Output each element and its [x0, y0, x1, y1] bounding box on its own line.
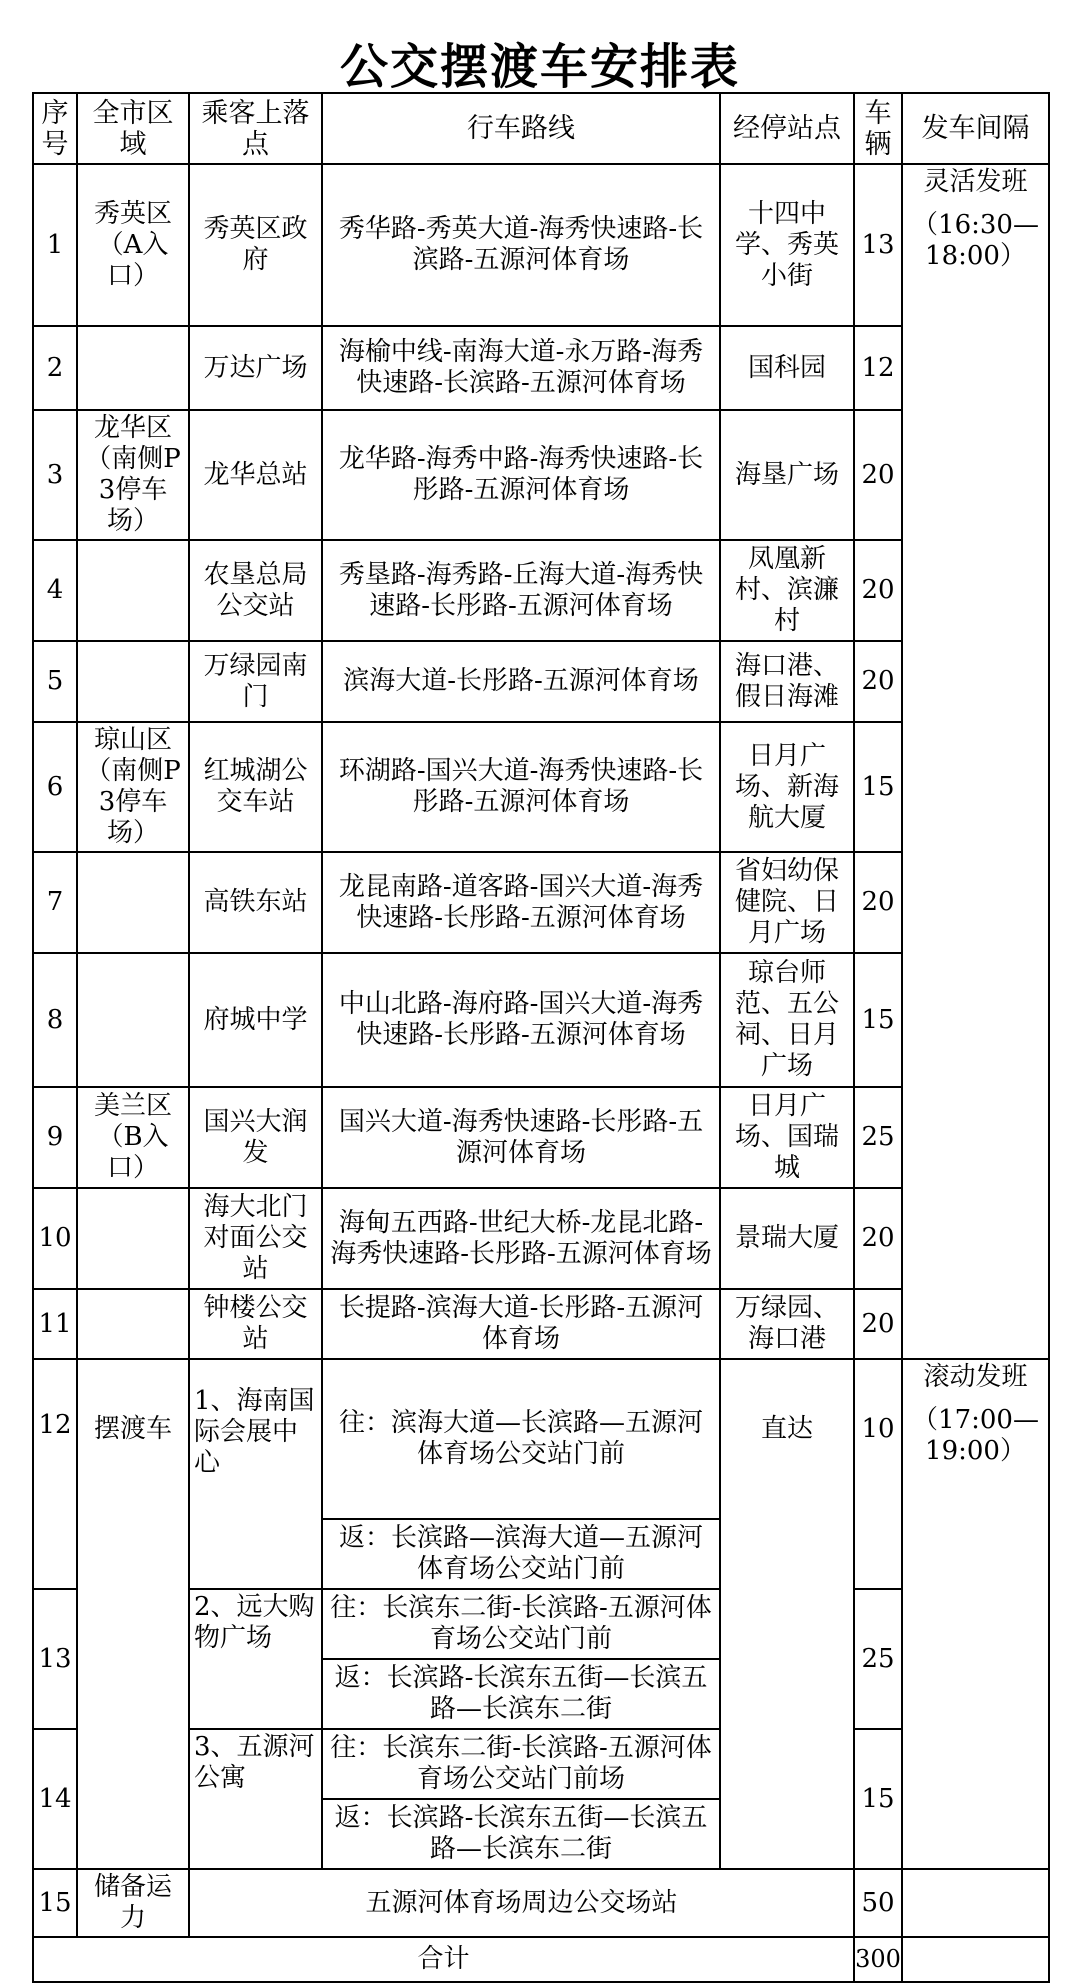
interval-cell [902, 1359, 1049, 1869]
via-cell: 日月广场、国瑞城 [720, 1087, 854, 1188]
via-cell: 省妇幼保健院、日月广场 [720, 852, 854, 953]
via-cell: 凤凰新村、滨濂村 [720, 540, 854, 641]
region-cell [77, 852, 189, 953]
via-cell: 直达 [720, 1359, 854, 1869]
route-cell: 秀华路-秀英大道-海秀快速路-长滨路-五源河体育场 [322, 164, 720, 326]
seq-cell: 13 [33, 1589, 77, 1729]
stop-cell: 1、海南国际会展中心 [189, 1359, 322, 1589]
region-cell: 龙华区（南侧P3停车场） [77, 410, 189, 540]
region-cell: 储备运力 [77, 1869, 189, 1937]
region-cell [77, 1289, 189, 1359]
total-vehicles-cell: 300 [854, 1937, 902, 1982]
header-region: 全市区域 [77, 93, 189, 164]
interval-label: 滚动发班 [923, 1362, 1028, 1392]
seq-cell: 2 [33, 326, 77, 410]
interval-time: （17:00—19:00） [912, 1405, 1039, 1466]
stop-cell: 秀英区政府 [189, 164, 322, 326]
interval-time: （16:30—18:00） [912, 210, 1039, 271]
region-cell [77, 1188, 189, 1289]
route-back-cell: 返：长滨路-长滨东五街—长滨五路—长滨东二街 [322, 1799, 720, 1869]
route-go-cell: 往：长滨东二街-长滨路-五源河体育场公交站门前场 [322, 1729, 720, 1799]
seq-cell: 3 [33, 410, 77, 540]
region-cell [77, 641, 189, 722]
table-row [33, 1937, 1049, 1982]
header-via: 经停站点 [720, 93, 854, 164]
header-stop: 乘客上落点 [189, 93, 322, 164]
vehicles-cell: 20 [854, 540, 902, 641]
table-row [33, 852, 1049, 953]
seq-cell: 15 [33, 1869, 77, 1937]
route-go-cell: 往：滨海大道—长滨路—五源河体育场公交站门前 [322, 1359, 720, 1519]
via-cell: 十四中学、秀英小街 [720, 164, 854, 326]
table-row [33, 164, 1049, 326]
header-vehicles: 车辆 [854, 93, 902, 164]
route-cell: 龙华路-海秀中路-海秀快速路-长彤路-五源河体育场 [322, 410, 720, 540]
table-row [33, 722, 1049, 852]
interval-cell [902, 1869, 1049, 1937]
region-cell [77, 540, 189, 641]
vehicles-cell: 13 [854, 164, 902, 326]
stop-cell: 3、五源河公寓 [189, 1729, 322, 1869]
route-cell: 海甸五西路-世纪大桥-龙昆北路-海秀快速路-长彤路-五源河体育场 [322, 1188, 720, 1289]
seq-cell: 8 [33, 953, 77, 1087]
route-cell: 秀垦路-海秀路-丘海大道-海秀快速路-长彤路-五源河体育场 [322, 540, 720, 641]
interval-label: 灵活发班 [923, 167, 1028, 197]
stop-cell: 国兴大润发 [189, 1087, 322, 1188]
route-cell: 海榆中线-南海大道-永万路-海秀快速路-长滨路-五源河体育场 [322, 326, 720, 410]
vehicles-cell: 50 [854, 1869, 902, 1937]
interval-cell [902, 164, 1049, 1359]
stop-cell: 府城中学 [189, 953, 322, 1087]
vehicles-cell: 10 [854, 1359, 902, 1589]
vehicles-cell: 15 [854, 953, 902, 1087]
via-cell: 万绿园、海口港 [720, 1289, 854, 1359]
stop-cell: 万达广场 [189, 326, 322, 410]
region-cell: 美兰区（B入口） [77, 1087, 189, 1188]
vehicles-cell: 20 [854, 641, 902, 722]
seq-cell: 6 [33, 722, 77, 852]
route-cell: 环湖路-国兴大道-海秀快速路-长彤路-五源河体育场 [322, 722, 720, 852]
table-row [33, 540, 1049, 641]
stop-cell: 高铁东站 [189, 852, 322, 953]
table-row [33, 1188, 1049, 1289]
interval-cell [902, 1937, 1049, 1982]
table-row [33, 410, 1049, 540]
table-row [33, 1869, 1049, 1937]
stop-cell: 红城湖公交车站 [189, 722, 322, 852]
header-route: 行车路线 [322, 93, 720, 164]
table-row [33, 1087, 1049, 1188]
header-seq: 序号 [33, 93, 77, 164]
vehicles-cell: 20 [854, 1289, 902, 1359]
region-cell [77, 326, 189, 410]
via-cell: 海垦广场 [720, 410, 854, 540]
seq-cell: 14 [33, 1729, 77, 1869]
region-cell: 秀英区（A入口） [77, 164, 189, 326]
seq-cell: 11 [33, 1289, 77, 1359]
region-cell: 摆渡车 [77, 1359, 189, 1869]
stop-cell: 龙华总站 [189, 410, 322, 540]
stop-cell: 海大北门对面公交站 [189, 1188, 322, 1289]
table-row [33, 326, 1049, 410]
route-cell: 国兴大道-海秀快速路-长彤路-五源河体育场 [322, 1087, 720, 1188]
seq-cell: 1 [33, 164, 77, 326]
table-row [33, 953, 1049, 1087]
route-cell: 长提路-滨海大道-长彤路-五源河体育场 [322, 1289, 720, 1359]
route-cell: 中山北路-海府路-国兴大道-海秀快速路-长彤路-五源河体育场 [322, 953, 720, 1087]
via-cell: 日月广场、新海航大厦 [720, 722, 854, 852]
seq-cell: 9 [33, 1087, 77, 1188]
via-cell: 海口港、假日海滩 [720, 641, 854, 722]
table-row [33, 1289, 1049, 1359]
route-cell: 龙昆南路-道客路-国兴大道-海秀快速路-长彤路-五源河体育场 [322, 852, 720, 953]
total-label-cell: 合计 [33, 1937, 854, 1982]
route-cell: 滨海大道-长彤路-五源河体育场 [322, 641, 720, 722]
vehicles-cell: 15 [854, 722, 902, 852]
header-interval: 发车间隔 [902, 93, 1049, 164]
stop-cell: 万绿园南门 [189, 641, 322, 722]
seq-cell: 4 [33, 540, 77, 641]
route-back-cell: 返：长滨路—滨海大道—五源河体育场公交站门前 [322, 1519, 720, 1589]
vehicles-cell: 20 [854, 410, 902, 540]
route-back-cell: 返：长滨路-长滨东五街—长滨五路—长滨东二街 [322, 1659, 720, 1729]
reserve-desc-cell: 五源河体育场周边公交场站 [189, 1869, 854, 1937]
stop-cell: 农垦总局公交站 [189, 540, 322, 641]
seq-cell: 5 [33, 641, 77, 722]
region-cell: 琼山区（南侧P3停车场） [77, 722, 189, 852]
vehicles-cell: 25 [854, 1087, 902, 1188]
schedule-table [32, 92, 1050, 1983]
table-row [33, 641, 1049, 722]
seq-cell: 12 [33, 1359, 77, 1589]
stop-cell: 2、远大购物广场 [189, 1589, 322, 1729]
vehicles-cell: 12 [854, 326, 902, 410]
seq-cell: 7 [33, 852, 77, 953]
table-row [33, 1359, 1049, 1519]
vehicles-cell: 20 [854, 852, 902, 953]
via-cell: 国科园 [720, 326, 854, 410]
region-cell [77, 953, 189, 1087]
vehicles-cell: 15 [854, 1729, 902, 1869]
via-cell: 景瑞大厦 [720, 1188, 854, 1289]
seq-cell: 10 [33, 1188, 77, 1289]
vehicles-cell: 25 [854, 1589, 902, 1729]
stop-cell: 钟楼公交站 [189, 1289, 322, 1359]
via-cell: 琼台师范、五公祠、日月广场 [720, 953, 854, 1087]
vehicles-cell: 20 [854, 1188, 902, 1289]
route-go-cell: 往：长滨东二街-长滨路-五源河体育场公交站门前 [322, 1589, 720, 1659]
page-title: 公交摆渡车安排表 [339, 39, 740, 95]
